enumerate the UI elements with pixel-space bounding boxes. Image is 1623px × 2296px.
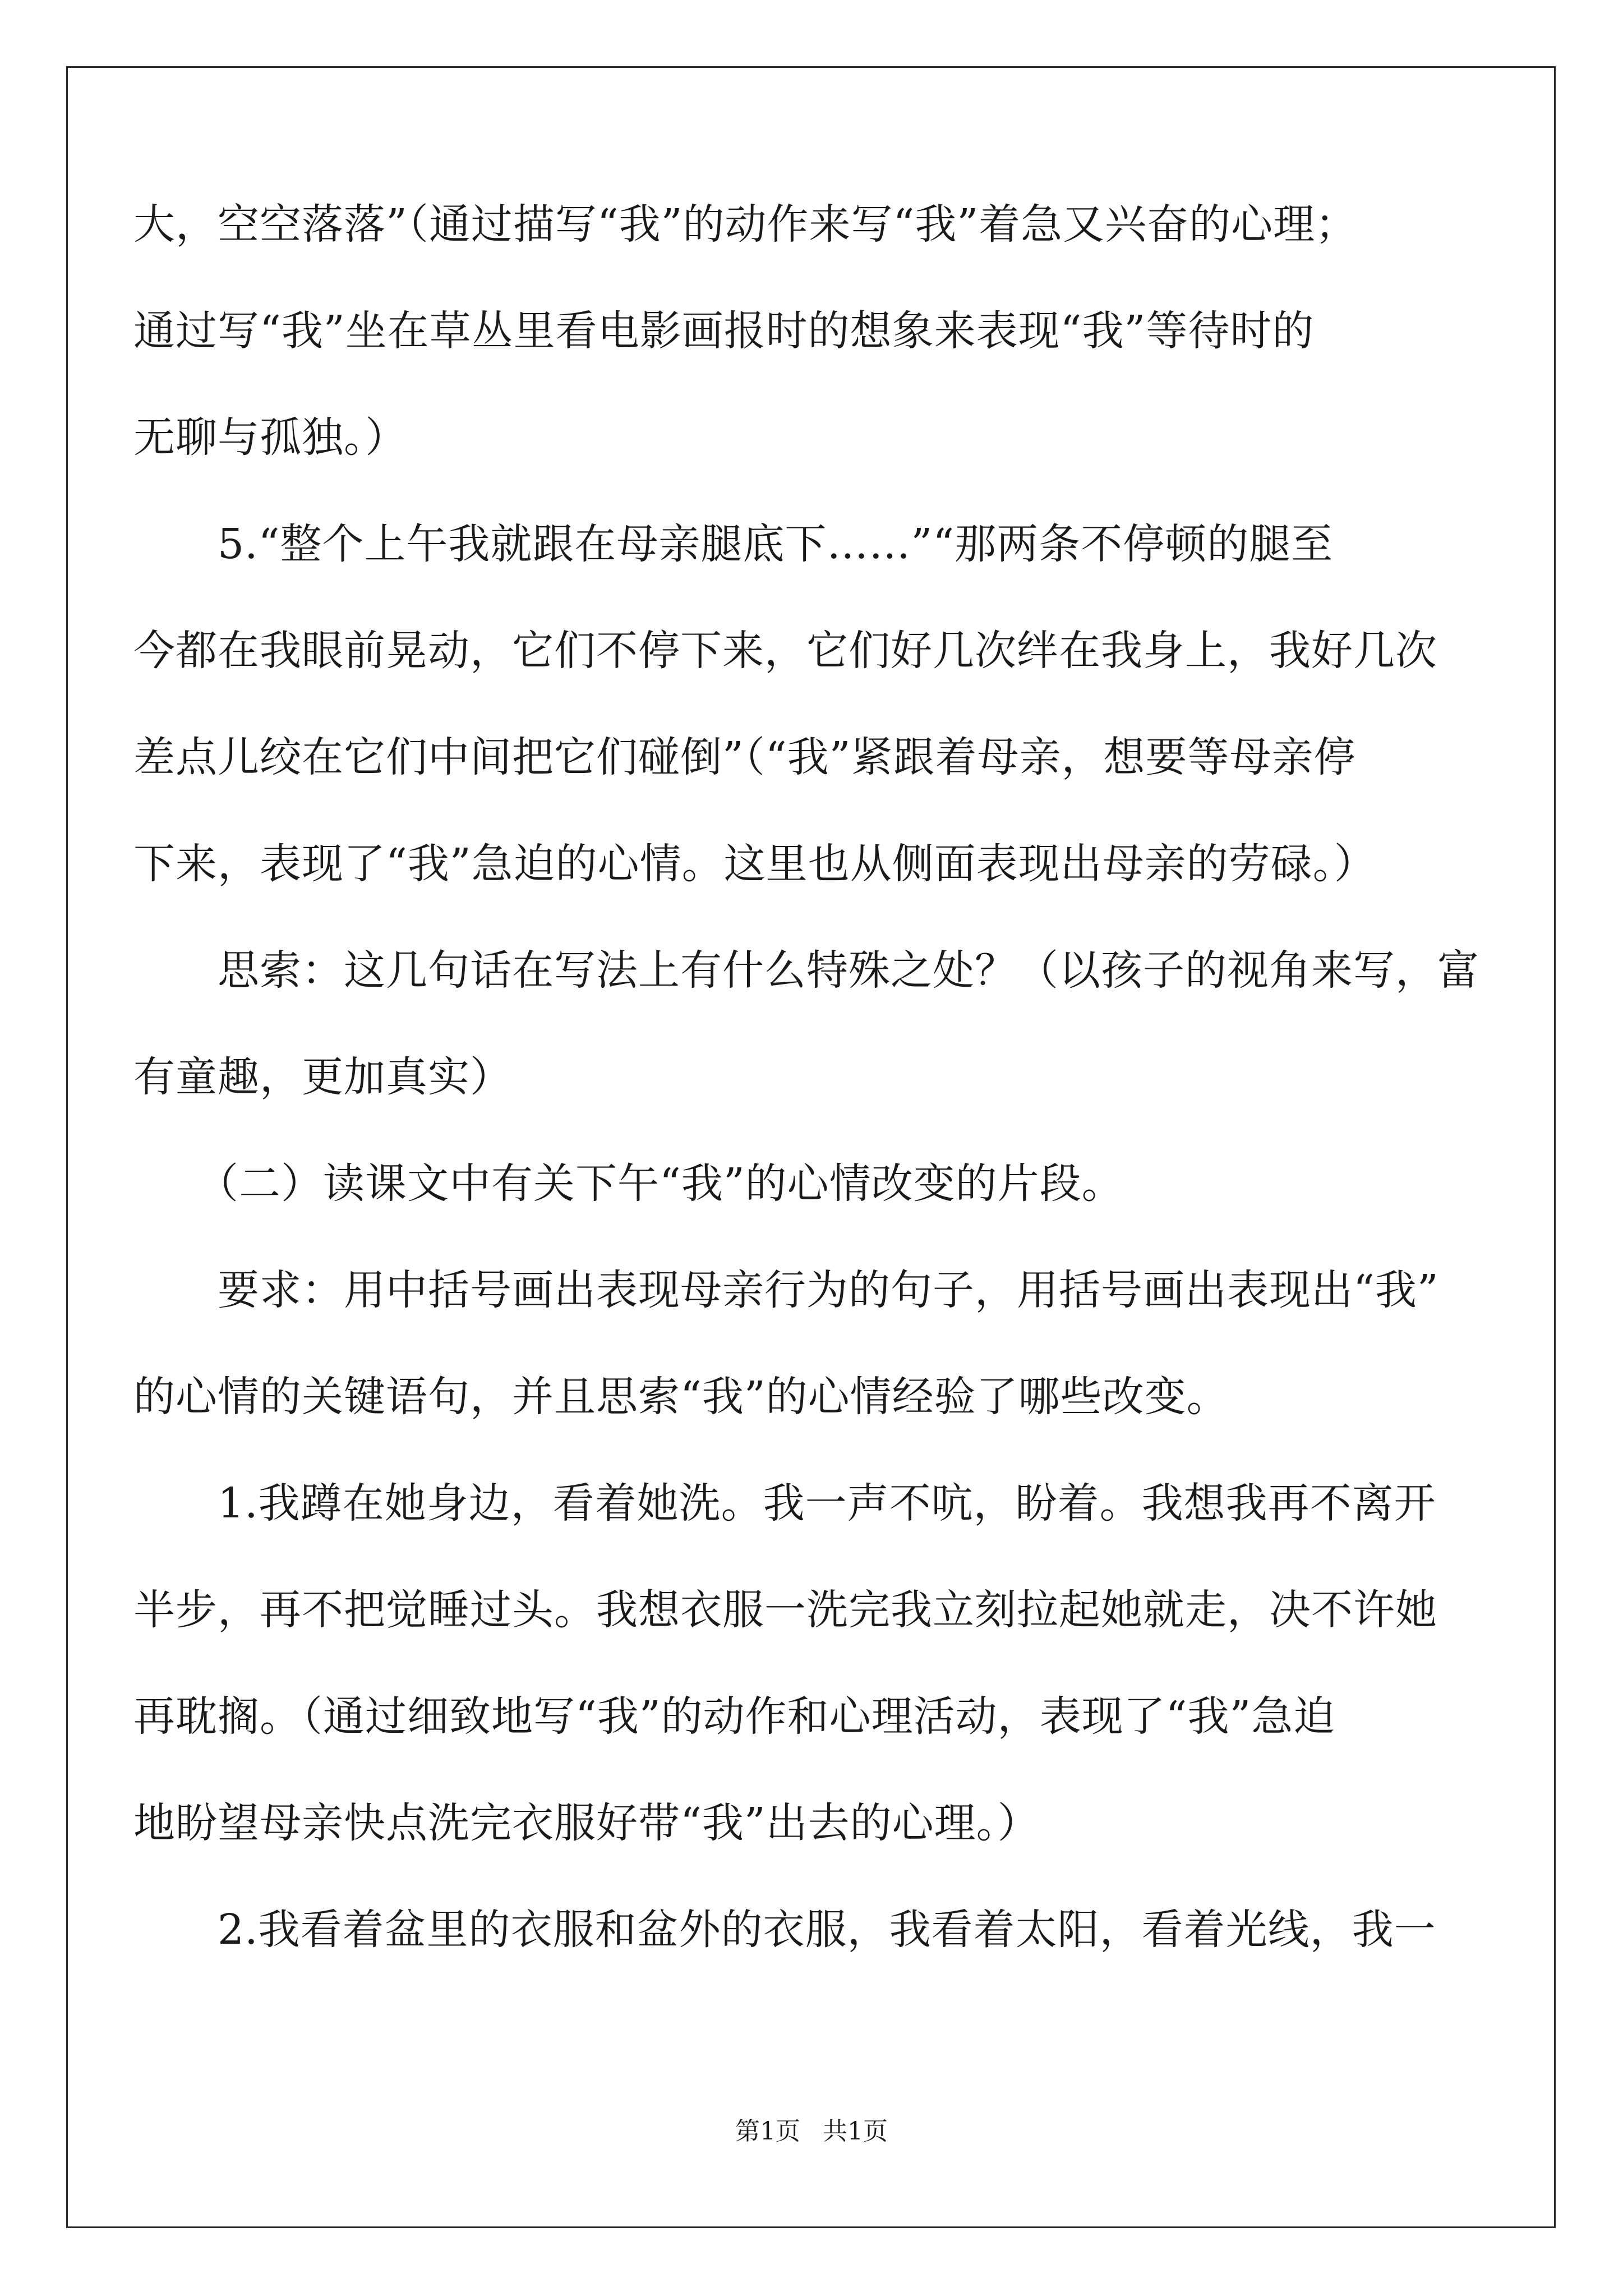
text-line: 1.我蹲在她身边，看着她洗。我一声不吭，盼着。我想我再不离开 [133, 1479, 1436, 1527]
text-line: 下来，表现了“我”急迫的心情。这里也从侧面表现出母亲的劳碌。） [133, 840, 1376, 888]
page-number: 第1页 [735, 2117, 800, 2146]
text-line: 地盼望母亲快点洗完衣服好带“我”出去的心理。） [133, 1799, 1040, 1847]
text-line: 通过写“我”坐在草丛里看电影画报时的想象来表现“我”等待时的 [133, 307, 1315, 355]
text-line: 无聊与孤独。） [133, 413, 407, 462]
text-line: 思索：这几句话在写法上有什么特殊之处？（以孩子的视角来写，富 [133, 946, 1479, 995]
text-line: 半步，再不把觉睡过头。我想衣服一洗完我立刻拉起她就走，决不许她 [133, 1586, 1437, 1634]
text-line: 差点儿绞在它们中间把它们碰倒”（“我”紧跟着母亲，想要等母亲停 [133, 733, 1356, 781]
text-line: 要求：用中括号画出表现母亲行为的句子，用括号画出表现出“我” [133, 1266, 1439, 1314]
page-footer [0, 2115, 1623, 2148]
text-line: 再耽搁。（通过细致地写“我”的动作和心理活动，表现了“我”急迫 [133, 1692, 1336, 1741]
text-line: 有童趣，更加真实） [133, 1053, 512, 1101]
text-line: 5.“整个上午我就跟在母亲腿底下……”“那两条不停顿的腿至 [133, 520, 1334, 568]
text-line: 的心情的关键语句，并且思索“我”的心情经验了哪些改变。 [133, 1373, 1229, 1421]
text-line: （二）读课文中有关下午“我”的心情改变的片段。 [133, 1159, 1124, 1208]
text-line: 2.我看着盆里的衣服和盆外的衣服，我看着太阳，看着光线，我一 [133, 1906, 1436, 1954]
text-line: 大，空空落落”（通过描写“我”的动作来写“我”着急又兴奋的心理； [133, 200, 1358, 249]
text-line: 今都在我眼前晃动，它们不停下来，它们好几次绊在我身上，我好几次 [133, 627, 1437, 675]
page-total: 共1页 [823, 2117, 888, 2146]
